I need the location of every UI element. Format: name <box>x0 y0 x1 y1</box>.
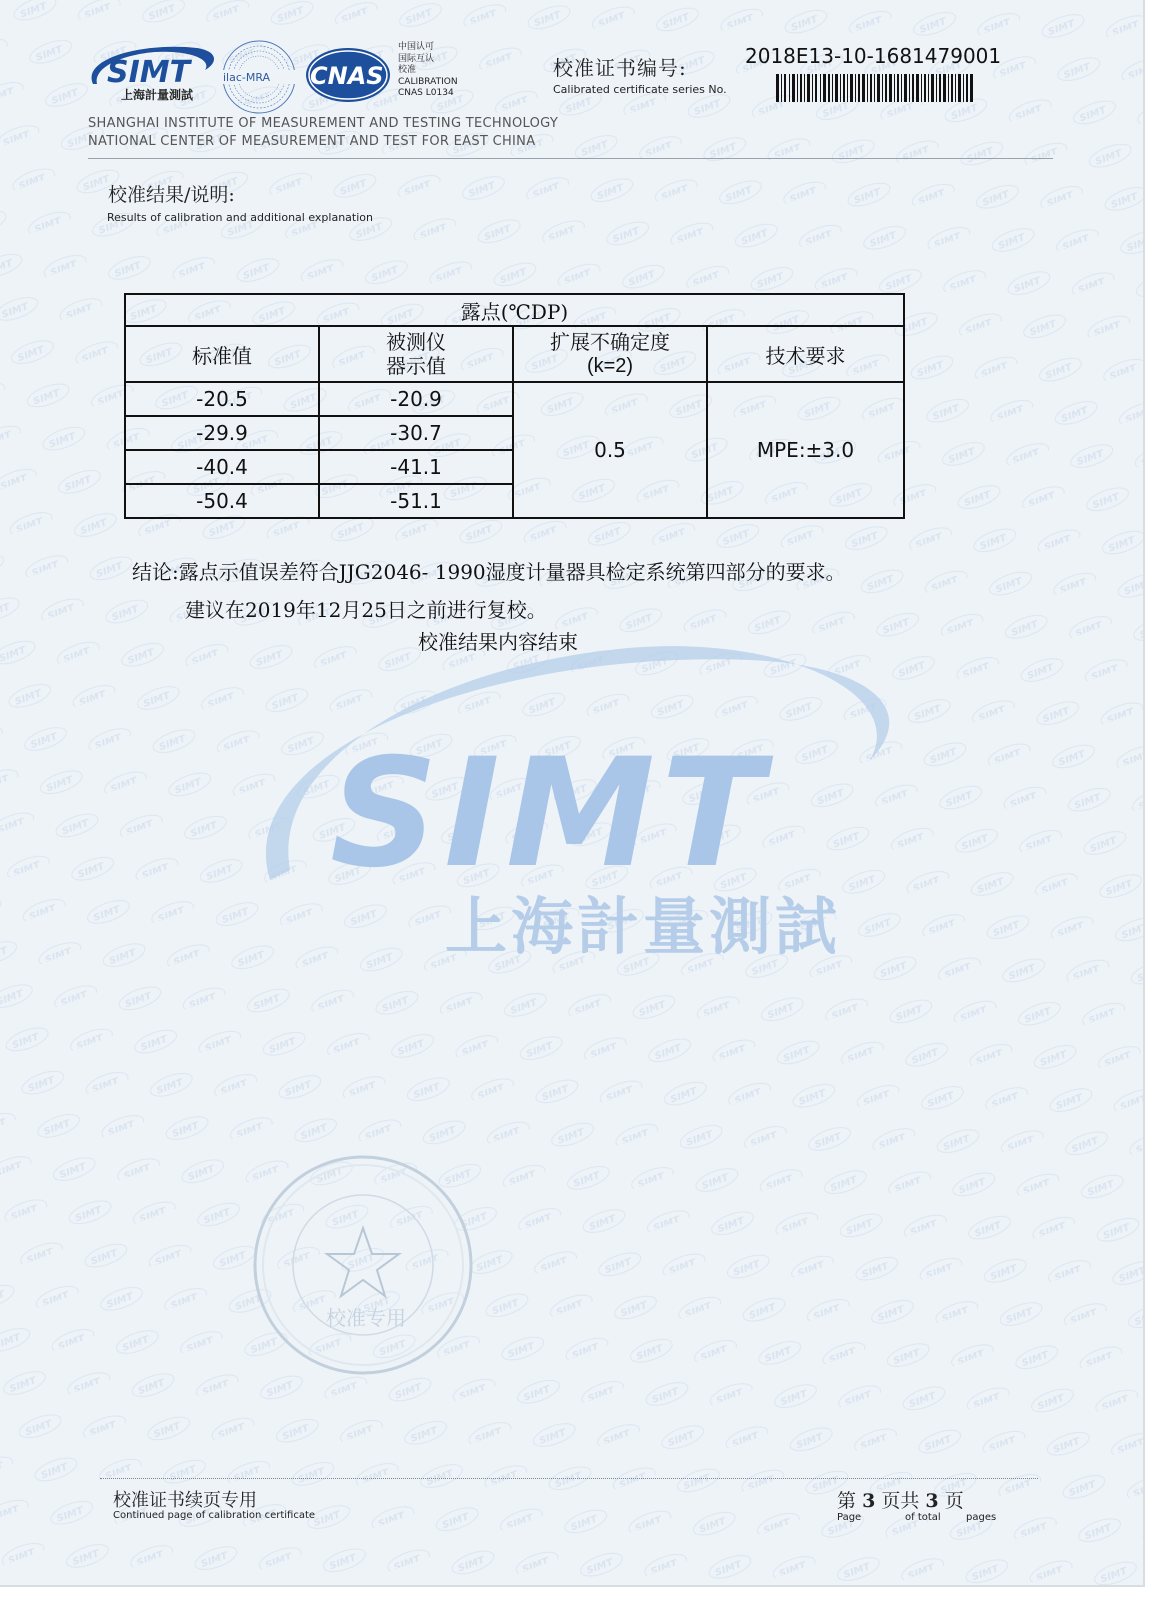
uncertainty-value: 0.5 <box>513 382 707 518</box>
results-end-text: 校准结果内容结束 <box>418 630 578 654</box>
cnas-line: 校准 <box>398 65 417 75</box>
header-instrument-line2: 器示值 <box>386 354 446 378</box>
institute-name-line2: NATIONAL CENTER OF MEASUREMENT AND TEST FOR EAST CHINA <box>88 134 536 149</box>
barcode-icon <box>776 74 976 102</box>
cnas-logo <box>304 46 392 104</box>
cnas-line: CNAS L0134 <box>398 88 454 98</box>
cnas-line: 国际互认 <box>398 53 435 64</box>
instrument-reading: -20.9 <box>319 382 513 416</box>
simt-watermark-logo <box>230 630 930 990</box>
conclusion-text: 结论:露点示值误差符合JJG2046- 1990湿度计量器具检定系统第四部分的要求。 <box>132 560 846 584</box>
logo-ilac-text: ilac-MRA <box>223 71 271 84</box>
calibration-table <box>124 293 905 519</box>
footer-label-en: Continued page of calibration certificate <box>113 1510 316 1521</box>
table-caption: 露点(℃DP) <box>125 294 904 326</box>
footer-label-cn: 校准证书续页专用 <box>113 1490 257 1511</box>
ilac-mra-logo <box>220 38 298 116</box>
header-uncertainty-line2: (k=2) <box>586 355 634 377</box>
page-number-cn <box>837 1486 964 1513</box>
cnas-line: CALIBRATION <box>398 76 458 87</box>
header-instrument-line1: 被测仪 <box>386 330 446 354</box>
of-total-label-en: of total <box>905 1512 941 1523</box>
table-header-row <box>125 326 904 382</box>
instrument-reading: -41.1 <box>319 450 513 484</box>
section-title-en: Results of calibration and additional explanation <box>107 211 373 224</box>
logo-cnas-text: CNAS <box>310 62 384 90</box>
instrument-reading: -51.1 <box>319 484 513 518</box>
seal-star-icon <box>327 1228 399 1296</box>
cnas-line: 中国认可 <box>398 42 435 52</box>
header-requirement: 技术要求 <box>707 326 904 382</box>
page-total: 3 <box>925 1490 939 1512</box>
header-uncertainty <box>513 326 707 382</box>
table-row <box>125 382 904 416</box>
table-caption-row <box>125 294 904 326</box>
requirement-value: MPE:±3.0 <box>707 382 904 518</box>
cert-number-label-cn: 校准证书编号: <box>553 56 687 80</box>
page-current: 3 <box>862 1490 876 1512</box>
page-mid: 页共 <box>881 1490 920 1512</box>
header-instrument-reading <box>319 326 513 382</box>
header-standard: 标准值 <box>125 326 319 382</box>
recheck-recommendation: 建议在2019年12月25日之前进行复校。 <box>185 598 547 622</box>
pages-label-en: pages <box>966 1512 997 1523</box>
instrument-reading: -30.7 <box>319 416 513 450</box>
page-label-en: Page <box>837 1512 862 1523</box>
cert-number: 2018E13-10-1681479001 <box>745 44 1002 68</box>
watermark-brand-cn: 上海計量測試 <box>445 890 842 963</box>
section-title-cn: 校准结果/说明: <box>108 184 235 206</box>
standard-value: -20.5 <box>125 382 319 416</box>
embossed-seal <box>248 1150 478 1380</box>
svg-text:校准专用: 校准专用 <box>326 1306 406 1330</box>
logo-simt-text: SIMT <box>107 55 191 90</box>
header-divider <box>88 158 1053 159</box>
standard-value: -40.4 <box>125 450 319 484</box>
cert-number-label-en: Calibrated certificate series No. <box>553 83 727 96</box>
header-uncertainty-line1: 扩展不确定度 <box>550 330 670 354</box>
footer-divider <box>100 1478 1038 1479</box>
standard-value: -29.9 <box>125 416 319 450</box>
page-suffix: 页 <box>944 1490 964 1512</box>
simt-logo <box>85 40 220 106</box>
standard-value: -50.4 <box>125 484 319 518</box>
watermark-brand: SIMT <box>330 727 770 901</box>
logo-simt-subtext: 上海計量測試 <box>121 88 194 102</box>
institute-name-line1: SHANGHAI INSTITUTE OF MEASUREMENT AND TESTING TECHNOLOGY <box>88 116 559 131</box>
cnas-accreditation-text <box>398 42 458 100</box>
page-prefix: 第 <box>837 1490 857 1512</box>
